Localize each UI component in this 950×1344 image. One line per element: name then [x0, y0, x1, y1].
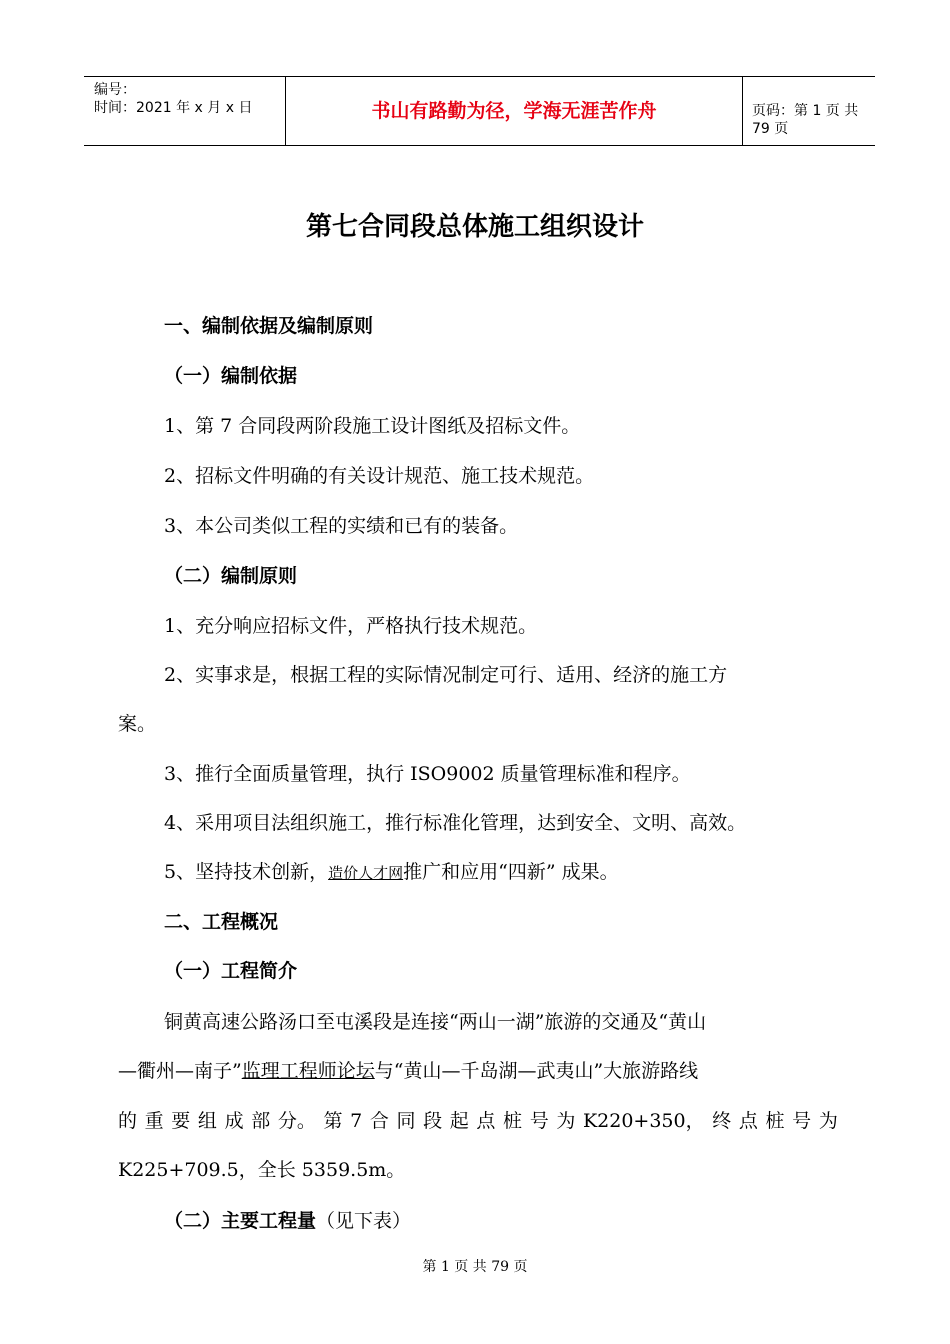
intro-line-2-text-a: —衢州—南子”	[118, 1060, 242, 1082]
principle-item-4: 4、采用项目法组织施工，推行标准化管理，达到安全、文明、高效。	[164, 812, 747, 834]
intro-line-3-word: 号	[792, 1110, 812, 1132]
intro-line-4: K225+709.5，全长 5359.5m。	[118, 1159, 406, 1181]
intro-line-3-word: 要	[171, 1110, 191, 1132]
intro-line-3-word: 桩	[765, 1110, 785, 1132]
intro-line-3-word: 的	[118, 1110, 138, 1132]
basis-item-1: 1、第 7 合同段两阶段施工设计图纸及招标文件。	[164, 415, 581, 437]
intro-line-3-word: 合	[369, 1110, 389, 1132]
intro-line-3-word: 点	[476, 1110, 496, 1132]
intro-line-2	[118, 1058, 698, 1084]
document-title: 第七合同段总体施工组织设计	[305, 212, 644, 242]
quantities-heading-bold: （二）主要工程量	[164, 1210, 317, 1232]
intro-line-3-word: 终	[712, 1110, 732, 1132]
intro-line-2-text-b: 与“黄山—千岛湖—武夷山”大旅游路线	[374, 1060, 699, 1082]
intro-line-3-word: 7	[350, 1110, 363, 1132]
basis-item-3: 3、本公司类似工程的实绩和已有的装备。	[164, 515, 519, 537]
intro-line-3-word: K220+350，	[582, 1110, 705, 1132]
intro-line-3-word: 桩	[503, 1110, 523, 1132]
intro-line-3-word: 部	[251, 1110, 271, 1132]
page-header	[84, 76, 875, 146]
section-heading-2: 二、工程概况	[164, 911, 279, 933]
intro-line-3-word: 重	[144, 1110, 164, 1132]
principle-item-5	[164, 859, 619, 886]
intro-line-3-word: 分。	[277, 1110, 316, 1132]
principle-item-2-line-2: 案。	[118, 713, 157, 735]
subsection-heading-basis: （一）编制依据	[164, 365, 298, 387]
intro-line-1: 铜黄高速公路汤口至屯溪段是连接“两山一湖”旅游的交通及“黄山	[164, 1011, 707, 1033]
principle-item-5-text-b: 推广和应用“四新” 成果。	[403, 861, 619, 883]
talent-site-link[interactable]: 造价人才网	[328, 864, 404, 882]
quantities-heading-note: （见下表）	[316, 1210, 412, 1232]
intro-line-3-word: 为	[818, 1110, 838, 1132]
document-time-label: 时间：2021 年 x 月 x 日	[94, 100, 253, 116]
header-page-cell	[742, 77, 875, 145]
intro-line-3-word: 号	[529, 1110, 549, 1132]
intro-line-3-word: 段	[423, 1110, 443, 1132]
subsection-heading-principles: （二）编制原则	[164, 565, 298, 587]
section-heading-1: 一、编制依据及编制原则	[164, 315, 374, 337]
intro-line-3	[118, 1108, 838, 1134]
subsection-heading-intro: （一）工程简介	[164, 960, 298, 982]
header-left-cell	[84, 77, 285, 145]
principle-item-1: 1、充分响应招标文件，严格执行技术规范。	[164, 615, 538, 637]
page-footer: 第 1 页 共 79 页	[422, 1259, 528, 1275]
intro-line-3-word: 组	[197, 1110, 217, 1132]
principle-item-2-line-1: 2、实事求是，根据工程的实际情况制定可行、适用、经济的施工方	[164, 664, 728, 686]
principle-item-5-text-a: 5、坚持技术创新，	[164, 861, 329, 883]
document-number-label: 编号：	[94, 82, 136, 98]
intro-line-3-word: 同	[396, 1110, 416, 1132]
intro-line-3-word: 第	[323, 1110, 343, 1132]
intro-line-3-word: 起	[449, 1110, 469, 1132]
header-motto-cell	[285, 77, 743, 145]
intro-line-3-word: 成	[224, 1110, 244, 1132]
supervisor-forum-link[interactable]: 监理工程师论坛	[241, 1060, 375, 1082]
basis-item-2: 2、招标文件明确的有关设计规范、施工技术规范。	[164, 465, 595, 487]
intro-line-3-word: 为	[556, 1110, 576, 1132]
subsection-heading-quantities	[164, 1208, 411, 1234]
motto: 书山有路勤为径，学海无涯苦作舟	[371, 100, 657, 122]
intro-line-3-word: 点	[738, 1110, 758, 1132]
principle-item-3: 3、推行全面质量管理，执行 ISO9002 质量管理标准和程序。	[164, 763, 691, 785]
header-page-info: 页码：第 1 页 共 79 页	[752, 103, 859, 137]
